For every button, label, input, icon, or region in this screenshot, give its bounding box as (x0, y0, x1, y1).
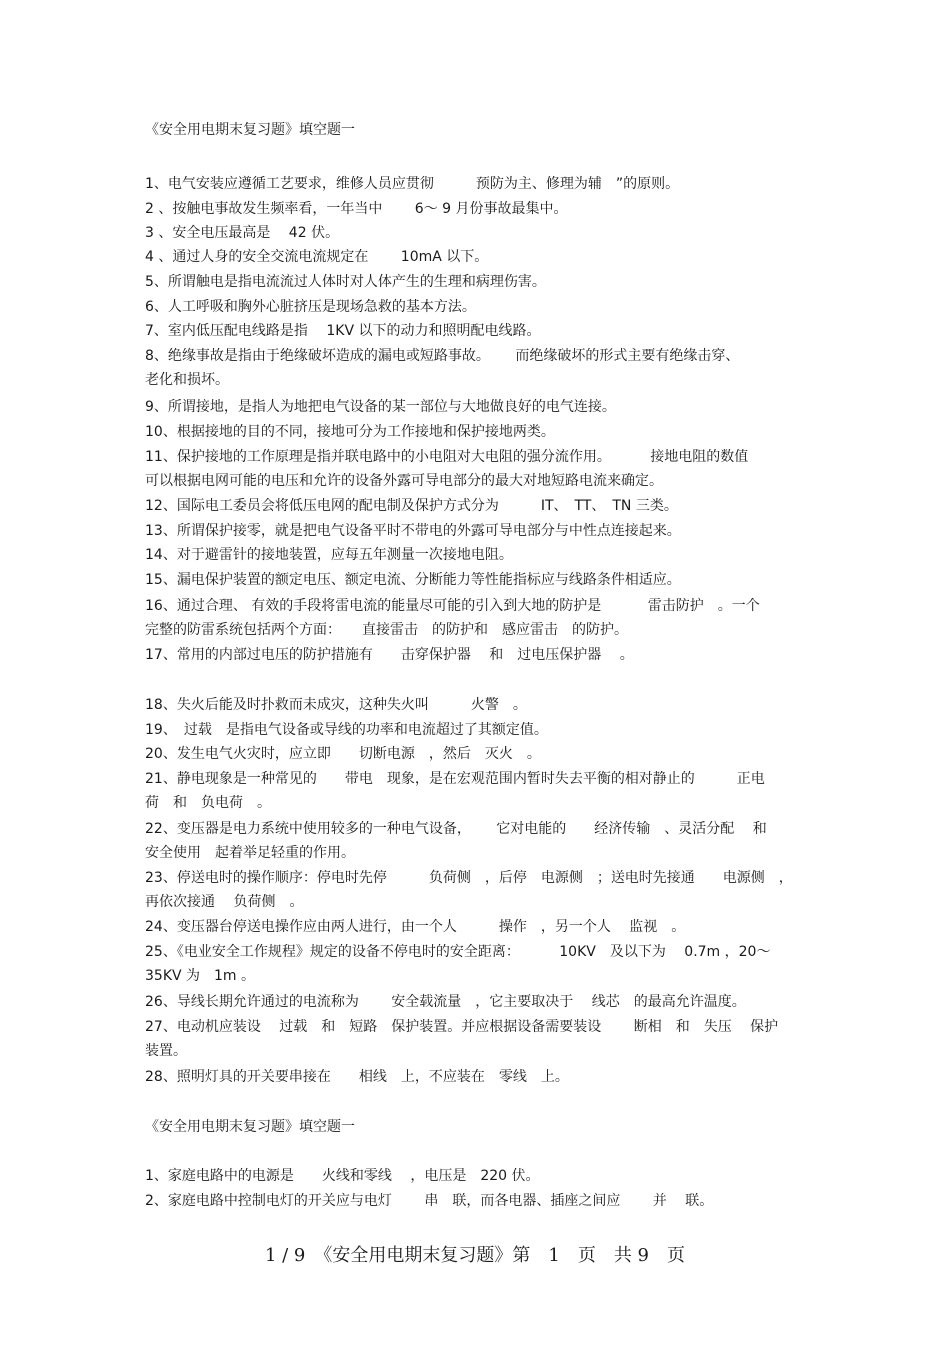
question-line: 26、导线长期允许通过的电流称为 安全载流量 ，它主要取决于 线芯 的最高允许温度。 (145, 994, 746, 1010)
question-line: 装置。 (145, 1043, 187, 1059)
question-line: 2 、按触电事故发生频率看，一年当中 6～ 9 月份事故最集中。 (145, 201, 568, 217)
question-item (145, 693, 815, 717)
question-item (145, 420, 815, 444)
question-line: 16、通过合理、 有效的手段将雷电流的能量尽可能的引入到大地的防护是 雷击防护 。一个 (145, 598, 760, 614)
question-item (145, 245, 815, 269)
question-line: 老化和损坏。 (145, 372, 229, 388)
question-item (145, 270, 815, 294)
question-line: 8、绝缘事故是指由于绝缘破坏造成的漏电或短路事故。 而绝缘破坏的形式主要有绝缘击穿、 (145, 348, 740, 364)
question-line: 18、失火后能及时扑救而未成灾，这种失火叫 火警 。 (145, 697, 527, 713)
section-title: 《安全用电期末复习题》填空题一 (145, 1119, 355, 1135)
question-item (145, 742, 815, 766)
question-line: 1、电气安装应遵循工艺要求，维修人员应贯彻 预防为主、修理为辅 ”的原则。 (145, 176, 680, 192)
question-line: 1、家庭电路中的电源是 火线和零线 ，电压是 220 伏。 (145, 1168, 540, 1184)
question-item (145, 319, 815, 343)
question-item (145, 915, 815, 939)
question-item (145, 767, 815, 815)
question-line: 24、变压器台停送电操作应由两人进行，由一个人 操作 ，另一个人 监视 。 (145, 919, 686, 935)
question-line: 10、根据接地的目的不同，接地可分为工作接地和保护接地两类。 (145, 424, 555, 440)
question-line: 完整的防雷系统包括两个方面： 直接雷击 的防护和 感应雷击 的防护。 (145, 622, 628, 638)
question-line: 17、常用的内部过电压的防护措施有 击穿保护器 和 过电压保护器 。 (145, 647, 634, 663)
question-line: 可以根据电网可能的电压和允许的设备外露可导电部分的最大对地短路电流来确定。 (145, 473, 663, 489)
question-item (145, 718, 815, 742)
question-item (145, 1015, 815, 1063)
question-item (145, 494, 815, 518)
question-line: 27、电动机应装设 过载 和 短路 保护装置。并应根据设备需要装设 断相 和 失压 保护 (145, 1019, 779, 1035)
question-item (145, 172, 815, 196)
question-item (145, 395, 815, 419)
question-item (145, 543, 815, 567)
question-item (145, 940, 815, 988)
question-line: 20、发生电气火灾时，应立即 切断电源 ，然后 灭火 。 (145, 746, 541, 762)
question-line: 6、人工呼吸和胸外心脏挤压是现场急救的基本方法。 (145, 299, 476, 315)
question-line: 12、国际电工委员会将低压电网的配电制及保护方式分为 IT、 TT、 TN 三类。 (145, 498, 678, 514)
question-line: 荷 和 负电荷 。 (145, 795, 271, 811)
question-line: 35KV 为 1m 。 (145, 968, 256, 984)
question-line: 14、对于避雷针的接地装置，应每五年测量一次接地电阻。 (145, 547, 513, 563)
question-item (145, 197, 815, 221)
question-line: 11、保护接地的工作原理是指并联电路中的小电阻对大电阻的强分流作用。 接地电阻的数值 (145, 449, 749, 465)
question-line: 4 、通过人身的安全交流电流规定在 10mA 以下。 (145, 249, 489, 265)
page-footer: 1 / 9 《安全用电期末复习题》第 1 页 共 9 页 (264, 1245, 686, 1266)
question-line: 再依次接通 负荷侧 。 (145, 894, 304, 910)
question-line: 28、照明灯具的开关要串接在 相线 上，不应装在 零线 上。 (145, 1069, 569, 1085)
question-item (145, 594, 815, 642)
question-line: 23、停送电时的操作顺序：停电时先停 负荷侧 ，后停 电源侧 ；送电时先接通 电源侧 ， (145, 870, 793, 886)
question-item (145, 866, 815, 914)
question-line: 21、静电现象是一种常见的 带电 现象，是在宏观范围内暂时失去平衡的相对静止的 正电 (145, 771, 765, 787)
question-item (145, 1189, 815, 1213)
question-item (145, 295, 815, 319)
question-line: 3 、安全电压最高是 42 伏。 (145, 225, 340, 241)
question-item (145, 344, 815, 392)
section-title: 《安全用电期末复习题》填空题一 (145, 122, 355, 138)
question-item (145, 568, 815, 592)
question-line: 9、所谓接地，是指人为地把电气设备的某一部位与大地做良好的电气连接。 (145, 399, 616, 415)
question-line: 5、所谓触电是指电流流过人体时对人体产生的生理和病理伤害。 (145, 274, 546, 290)
question-item (145, 221, 815, 245)
question-item (145, 445, 815, 493)
question-item (145, 1065, 815, 1089)
question-line: 7、室内低压配电线路是指 1KV 以下的动力和照明配电线路。 (145, 323, 541, 339)
question-line: 13、所谓保护接零，就是把电气设备平时不带电的外露可导电部分与中性点连接起来。 (145, 523, 681, 539)
question-item (145, 519, 815, 543)
question-item (145, 817, 815, 865)
question-item (145, 643, 815, 667)
question-item (145, 990, 815, 1014)
question-line: 19、 过载 是指电气设备或导线的功率和电流超过了其额定值。 (145, 722, 548, 738)
question-line: 15、漏电保护装置的额定电压、额定电流、分断能力等性能指标应与线路条件相适应。 (145, 572, 681, 588)
question-line: 2、家庭电路中控制电灯的开关应与电灯 串 联，而各电器、插座之间应 并 联。 (145, 1193, 714, 1209)
question-line: 安全使用 起着举足轻重的作用。 (145, 845, 355, 861)
question-line: 22、变压器是电力系统中使用较多的一种电气设备， 它对电能的 经济传输 、灵活分配 和 (145, 821, 767, 837)
question-item (145, 1164, 815, 1188)
question-line: 25、《电业安全工作规程》规定的设备不停电时的安全距离： 10KV 及以下为 0.7m ，20～ (145, 944, 771, 960)
